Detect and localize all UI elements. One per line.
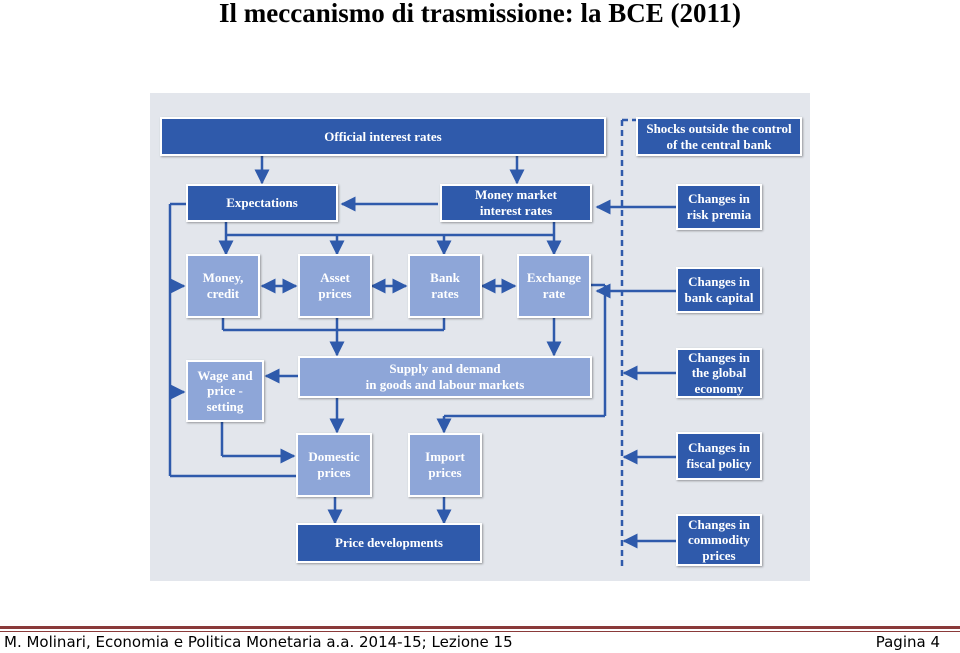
official-interest-rates-box: Official interest rates xyxy=(160,117,606,156)
import-prices-box: Import prices xyxy=(408,433,482,497)
footer-citation: M. Molinari, Economia e Politica Monetaria a.a. 2014-15; Lezione 15 xyxy=(4,633,513,651)
expectations-box: Expectations xyxy=(186,184,338,222)
page-number: Pagina 4 xyxy=(875,633,940,651)
price-developments-box: Price developments xyxy=(296,523,482,563)
bank-rates-box: Bank rates xyxy=(408,254,482,318)
domestic-prices-box: Domestic prices xyxy=(296,433,372,497)
asset-prices-box: Asset prices xyxy=(298,254,372,318)
footer-rule-thin xyxy=(0,631,960,632)
money-credit-box: Money, credit xyxy=(186,254,260,318)
money-market-box: Money market interest rates xyxy=(440,184,592,222)
bank-capital-box: Changes in bank capital xyxy=(676,267,762,313)
commodity-prices-box: Changes in commodity prices xyxy=(676,514,762,566)
supply-demand-box: Supply and demand in goods and labour markets xyxy=(298,356,592,398)
page-title: Il meccanismo di trasmissione: la BCE (2011) xyxy=(219,0,741,28)
wage-price-box: Wage and price - setting xyxy=(186,360,264,422)
exchange-rate-box: Exchange rate xyxy=(517,254,591,318)
shocks-box: Shocks outside the control of the central bank xyxy=(636,117,802,156)
risk-premia-box: Changes in risk premia xyxy=(676,184,762,230)
global-economy-box: Changes in the global economy xyxy=(676,348,762,398)
footer-rule xyxy=(0,626,960,629)
fiscal-policy-box: Changes in fiscal policy xyxy=(676,432,762,480)
